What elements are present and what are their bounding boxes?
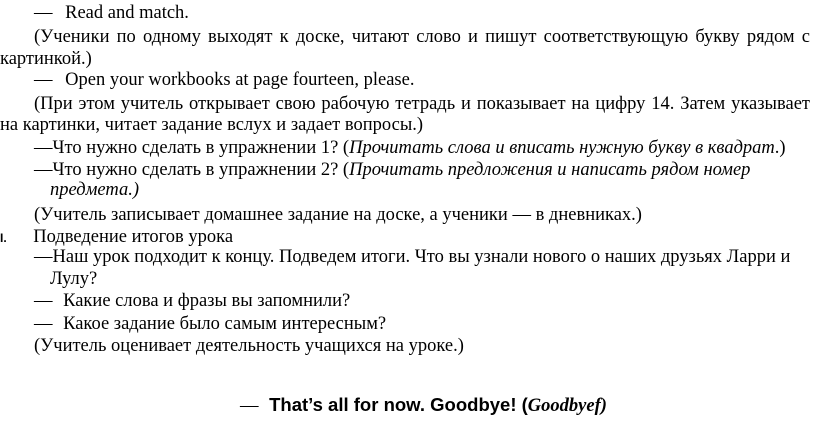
dash: —: [34, 314, 53, 334]
paragraph-line: (При этом учитель открывает свою рабочую тетрадь и показывает на цифру 14. Затем указывает: [34, 94, 810, 114]
answer-text: Прочитать слова и вписать нужную букву в квадрат: [349, 138, 775, 158]
dash: —: [34, 70, 53, 90]
instruction-open-workbooks: [34, 71, 414, 90]
goodbye-transcription: Goodbyef): [527, 396, 607, 416]
instruction-text: Open your workbooks at page fourteen, please.: [65, 70, 415, 90]
question-exercise-2: [34, 161, 750, 180]
paragraph-line: (Учитель оценивает деятельность учащихся на уроке.): [34, 336, 464, 356]
question-text: Какое задание было самым интересным?: [63, 314, 387, 334]
answer-text: Прочитать предложения и написать рядом номер: [349, 160, 751, 180]
question-text: —Что нужно сделать в упражнении 1? (: [34, 138, 350, 158]
goodbye-text: That’s all for now. Goodbye! (: [269, 394, 528, 415]
paragraph-line: —Наш урок подходит к концу. Подведем итоги. Что вы узнали нового о наших друзьях Ларри и: [34, 247, 791, 267]
question-words: [34, 292, 350, 311]
question-text: Какие слова и фразы вы запомнили?: [63, 291, 351, 311]
paragraph-line: на картинки, читает задание вслух и задает вопросы.): [0, 115, 424, 135]
instruction-text: Read and match.: [65, 3, 189, 23]
instruction-read-and-match: [34, 4, 189, 23]
answer-continuation: предмета.): [50, 180, 140, 200]
paragraph-line: картинкой.): [0, 49, 92, 69]
section-heading: [0, 228, 233, 247]
dash: —: [240, 396, 259, 416]
paragraph-line: (Ученики по одному выходят к доске, читают слово и пишут соответствующую букву рядом с: [34, 27, 810, 47]
closing-text: .): [774, 138, 786, 158]
paragraph-line: (Учитель записывает домашнее задание на доске, а ученики — в дневниках.): [34, 205, 642, 225]
question-exercise-1: [34, 139, 786, 158]
dash: —: [34, 291, 53, 311]
paragraph-line: Лулу?: [50, 269, 98, 289]
section-title: Подведение итогов урока: [33, 227, 234, 247]
dash: —: [34, 3, 53, 23]
section-marker: I.: [0, 231, 7, 245]
closing-phrase: [240, 396, 607, 416]
question-text: —Что нужно сделать в упражнении 2? (: [34, 160, 350, 180]
question-task: [34, 315, 386, 334]
